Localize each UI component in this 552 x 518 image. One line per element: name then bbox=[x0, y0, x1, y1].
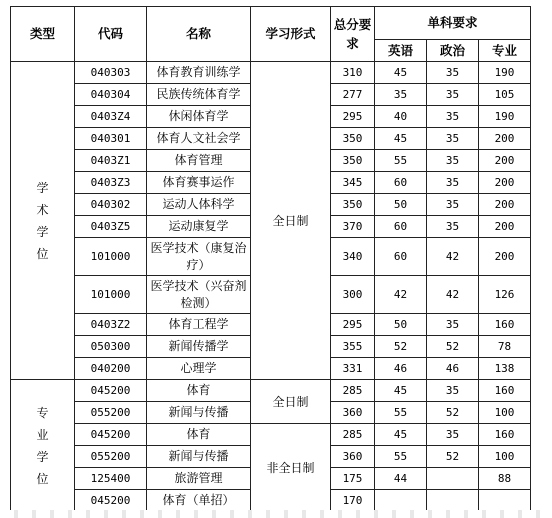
cell-total: 170 bbox=[331, 490, 375, 512]
cell-politics: 35 bbox=[427, 380, 479, 402]
category-char: 专 bbox=[36, 405, 49, 420]
cell-total: 350 bbox=[331, 150, 375, 172]
cell-code: 050300 bbox=[75, 336, 147, 358]
cell-english: 55 bbox=[375, 150, 427, 172]
cell-code: 055200 bbox=[75, 402, 147, 424]
category-char: 位 bbox=[36, 246, 49, 261]
cell-total: 331 bbox=[331, 358, 375, 380]
cell-english: 45 bbox=[375, 424, 427, 446]
cell-code: 0403Z4 bbox=[75, 106, 147, 128]
cell-total: 360 bbox=[331, 446, 375, 468]
cell-english: 60 bbox=[375, 238, 427, 276]
cell-name: 体育人文社会学 bbox=[147, 128, 251, 150]
cell-total: 277 bbox=[331, 84, 375, 106]
cell-code: 0403Z5 bbox=[75, 216, 147, 238]
cell-total: 295 bbox=[331, 314, 375, 336]
cell-code: 0403Z2 bbox=[75, 314, 147, 336]
cell-name: 运动人体科学 bbox=[147, 194, 251, 216]
cell-total: 345 bbox=[331, 172, 375, 194]
cell-code: 0403Z1 bbox=[75, 150, 147, 172]
header-total: 总分要求 bbox=[331, 7, 375, 62]
cell-major: 160 bbox=[479, 424, 531, 446]
cell-major: 126 bbox=[479, 276, 531, 314]
cell-english: 45 bbox=[375, 62, 427, 84]
header-name: 名称 bbox=[147, 7, 251, 62]
cell-study-mode: 非全日制 bbox=[251, 424, 331, 512]
cell-politics: 42 bbox=[427, 238, 479, 276]
cell-total: 350 bbox=[331, 128, 375, 150]
cell-name: 新闻传播学 bbox=[147, 336, 251, 358]
cell-english bbox=[375, 490, 427, 512]
cell-name: 体育 bbox=[147, 380, 251, 402]
cell-politics: 52 bbox=[427, 336, 479, 358]
cell-major: 200 bbox=[479, 216, 531, 238]
table-body bbox=[11, 62, 531, 512]
cell-politics: 35 bbox=[427, 194, 479, 216]
cell-code: 045200 bbox=[75, 490, 147, 512]
cell-code: 040200 bbox=[75, 358, 147, 380]
cell-english: 50 bbox=[375, 314, 427, 336]
cell-name: 心理学 bbox=[147, 358, 251, 380]
cell-major: 200 bbox=[479, 128, 531, 150]
cell-name: 医学技术（康复治疗） bbox=[147, 238, 251, 276]
cell-politics: 35 bbox=[427, 128, 479, 150]
cell-major: 105 bbox=[479, 84, 531, 106]
cropped-text-strip bbox=[0, 510, 552, 518]
cell-name: 旅游管理 bbox=[147, 468, 251, 490]
cell-total: 360 bbox=[331, 402, 375, 424]
cell-name: 休闲体育学 bbox=[147, 106, 251, 128]
header-english: 英语 bbox=[375, 40, 427, 62]
cell-politics: 52 bbox=[427, 446, 479, 468]
cell-total: 285 bbox=[331, 380, 375, 402]
cell-study-mode: 全日制 bbox=[251, 380, 331, 424]
cell-politics bbox=[427, 490, 479, 512]
cell-total: 175 bbox=[331, 468, 375, 490]
cell-major: 100 bbox=[479, 402, 531, 424]
category-char: 学 bbox=[36, 449, 49, 464]
category-academic bbox=[11, 62, 75, 380]
cell-politics: 35 bbox=[427, 84, 479, 106]
cell-code: 101000 bbox=[75, 238, 147, 276]
cell-politics: 35 bbox=[427, 106, 479, 128]
cell-major: 160 bbox=[479, 380, 531, 402]
cell-english: 42 bbox=[375, 276, 427, 314]
cell-name: 体育工程学 bbox=[147, 314, 251, 336]
cell-code: 055200 bbox=[75, 446, 147, 468]
cell-major: 190 bbox=[479, 106, 531, 128]
category-char: 学 bbox=[36, 180, 49, 195]
cell-politics: 35 bbox=[427, 150, 479, 172]
cell-major: 78 bbox=[479, 336, 531, 358]
cell-total: 350 bbox=[331, 194, 375, 216]
cell-total: 370 bbox=[331, 216, 375, 238]
cell-name: 体育管理 bbox=[147, 150, 251, 172]
cell-total: 355 bbox=[331, 336, 375, 358]
cell-english: 52 bbox=[375, 336, 427, 358]
cell-major: 138 bbox=[479, 358, 531, 380]
cell-code: 045200 bbox=[75, 380, 147, 402]
category-char: 术 bbox=[36, 202, 49, 217]
cell-major bbox=[479, 490, 531, 512]
cell-name: 民族传统体育学 bbox=[147, 84, 251, 106]
cell-politics: 35 bbox=[427, 216, 479, 238]
cell-politics: 35 bbox=[427, 424, 479, 446]
cell-english: 60 bbox=[375, 216, 427, 238]
cell-total: 340 bbox=[331, 238, 375, 276]
cell-english: 45 bbox=[375, 128, 427, 150]
cell-code: 0403Z3 bbox=[75, 172, 147, 194]
cell-major: 200 bbox=[479, 172, 531, 194]
cell-name: 体育 bbox=[147, 424, 251, 446]
cell-code: 040303 bbox=[75, 62, 147, 84]
cell-name: 新闻与传播 bbox=[147, 402, 251, 424]
cell-name: 体育（单招） bbox=[147, 490, 251, 512]
cell-name: 医学技术（兴奋剂检测） bbox=[147, 276, 251, 314]
cell-english: 45 bbox=[375, 380, 427, 402]
category-char: 业 bbox=[36, 427, 49, 442]
cell-english: 46 bbox=[375, 358, 427, 380]
cell-name: 体育教育训练学 bbox=[147, 62, 251, 84]
category-char: 学 bbox=[36, 224, 49, 239]
cell-politics: 35 bbox=[427, 62, 479, 84]
cell-major: 200 bbox=[479, 194, 531, 216]
cell-politics: 35 bbox=[427, 314, 479, 336]
cell-major: 200 bbox=[479, 238, 531, 276]
header-code: 代码 bbox=[75, 7, 147, 62]
category-char: 位 bbox=[36, 471, 49, 486]
header-type: 类型 bbox=[11, 7, 75, 62]
cell-politics bbox=[427, 468, 479, 490]
cell-politics: 42 bbox=[427, 276, 479, 314]
table-row bbox=[11, 424, 531, 446]
cell-study-mode: 全日制 bbox=[251, 62, 331, 380]
cell-english: 44 bbox=[375, 468, 427, 490]
cell-major: 200 bbox=[479, 150, 531, 172]
cell-english: 55 bbox=[375, 402, 427, 424]
cell-politics: 52 bbox=[427, 402, 479, 424]
table-row bbox=[11, 380, 531, 402]
cell-english: 35 bbox=[375, 84, 427, 106]
cell-english: 55 bbox=[375, 446, 427, 468]
cell-english: 50 bbox=[375, 194, 427, 216]
cell-code: 040301 bbox=[75, 128, 147, 150]
cell-english: 40 bbox=[375, 106, 427, 128]
cell-total: 295 bbox=[331, 106, 375, 128]
cell-major: 160 bbox=[479, 314, 531, 336]
header-major: 专业 bbox=[479, 40, 531, 62]
cell-total: 300 bbox=[331, 276, 375, 314]
cell-english: 60 bbox=[375, 172, 427, 194]
cell-major: 190 bbox=[479, 62, 531, 84]
header-politics: 政治 bbox=[427, 40, 479, 62]
cell-code: 101000 bbox=[75, 276, 147, 314]
cell-code: 045200 bbox=[75, 424, 147, 446]
header-single: 单科要求 bbox=[375, 7, 531, 40]
cell-major: 88 bbox=[479, 468, 531, 490]
cell-major: 100 bbox=[479, 446, 531, 468]
cell-name: 体育赛事运作 bbox=[147, 172, 251, 194]
cell-name: 运动康复学 bbox=[147, 216, 251, 238]
cell-politics: 46 bbox=[427, 358, 479, 380]
header-mode: 学习形式 bbox=[251, 7, 331, 62]
cell-code: 040302 bbox=[75, 194, 147, 216]
cell-total: 285 bbox=[331, 424, 375, 446]
table-row bbox=[11, 62, 531, 84]
score-requirements-table bbox=[10, 6, 531, 512]
cell-total: 310 bbox=[331, 62, 375, 84]
cell-code: 125400 bbox=[75, 468, 147, 490]
cell-code: 040304 bbox=[75, 84, 147, 106]
cell-name: 新闻与传播 bbox=[147, 446, 251, 468]
category-professional bbox=[11, 380, 75, 512]
cell-politics: 35 bbox=[427, 172, 479, 194]
